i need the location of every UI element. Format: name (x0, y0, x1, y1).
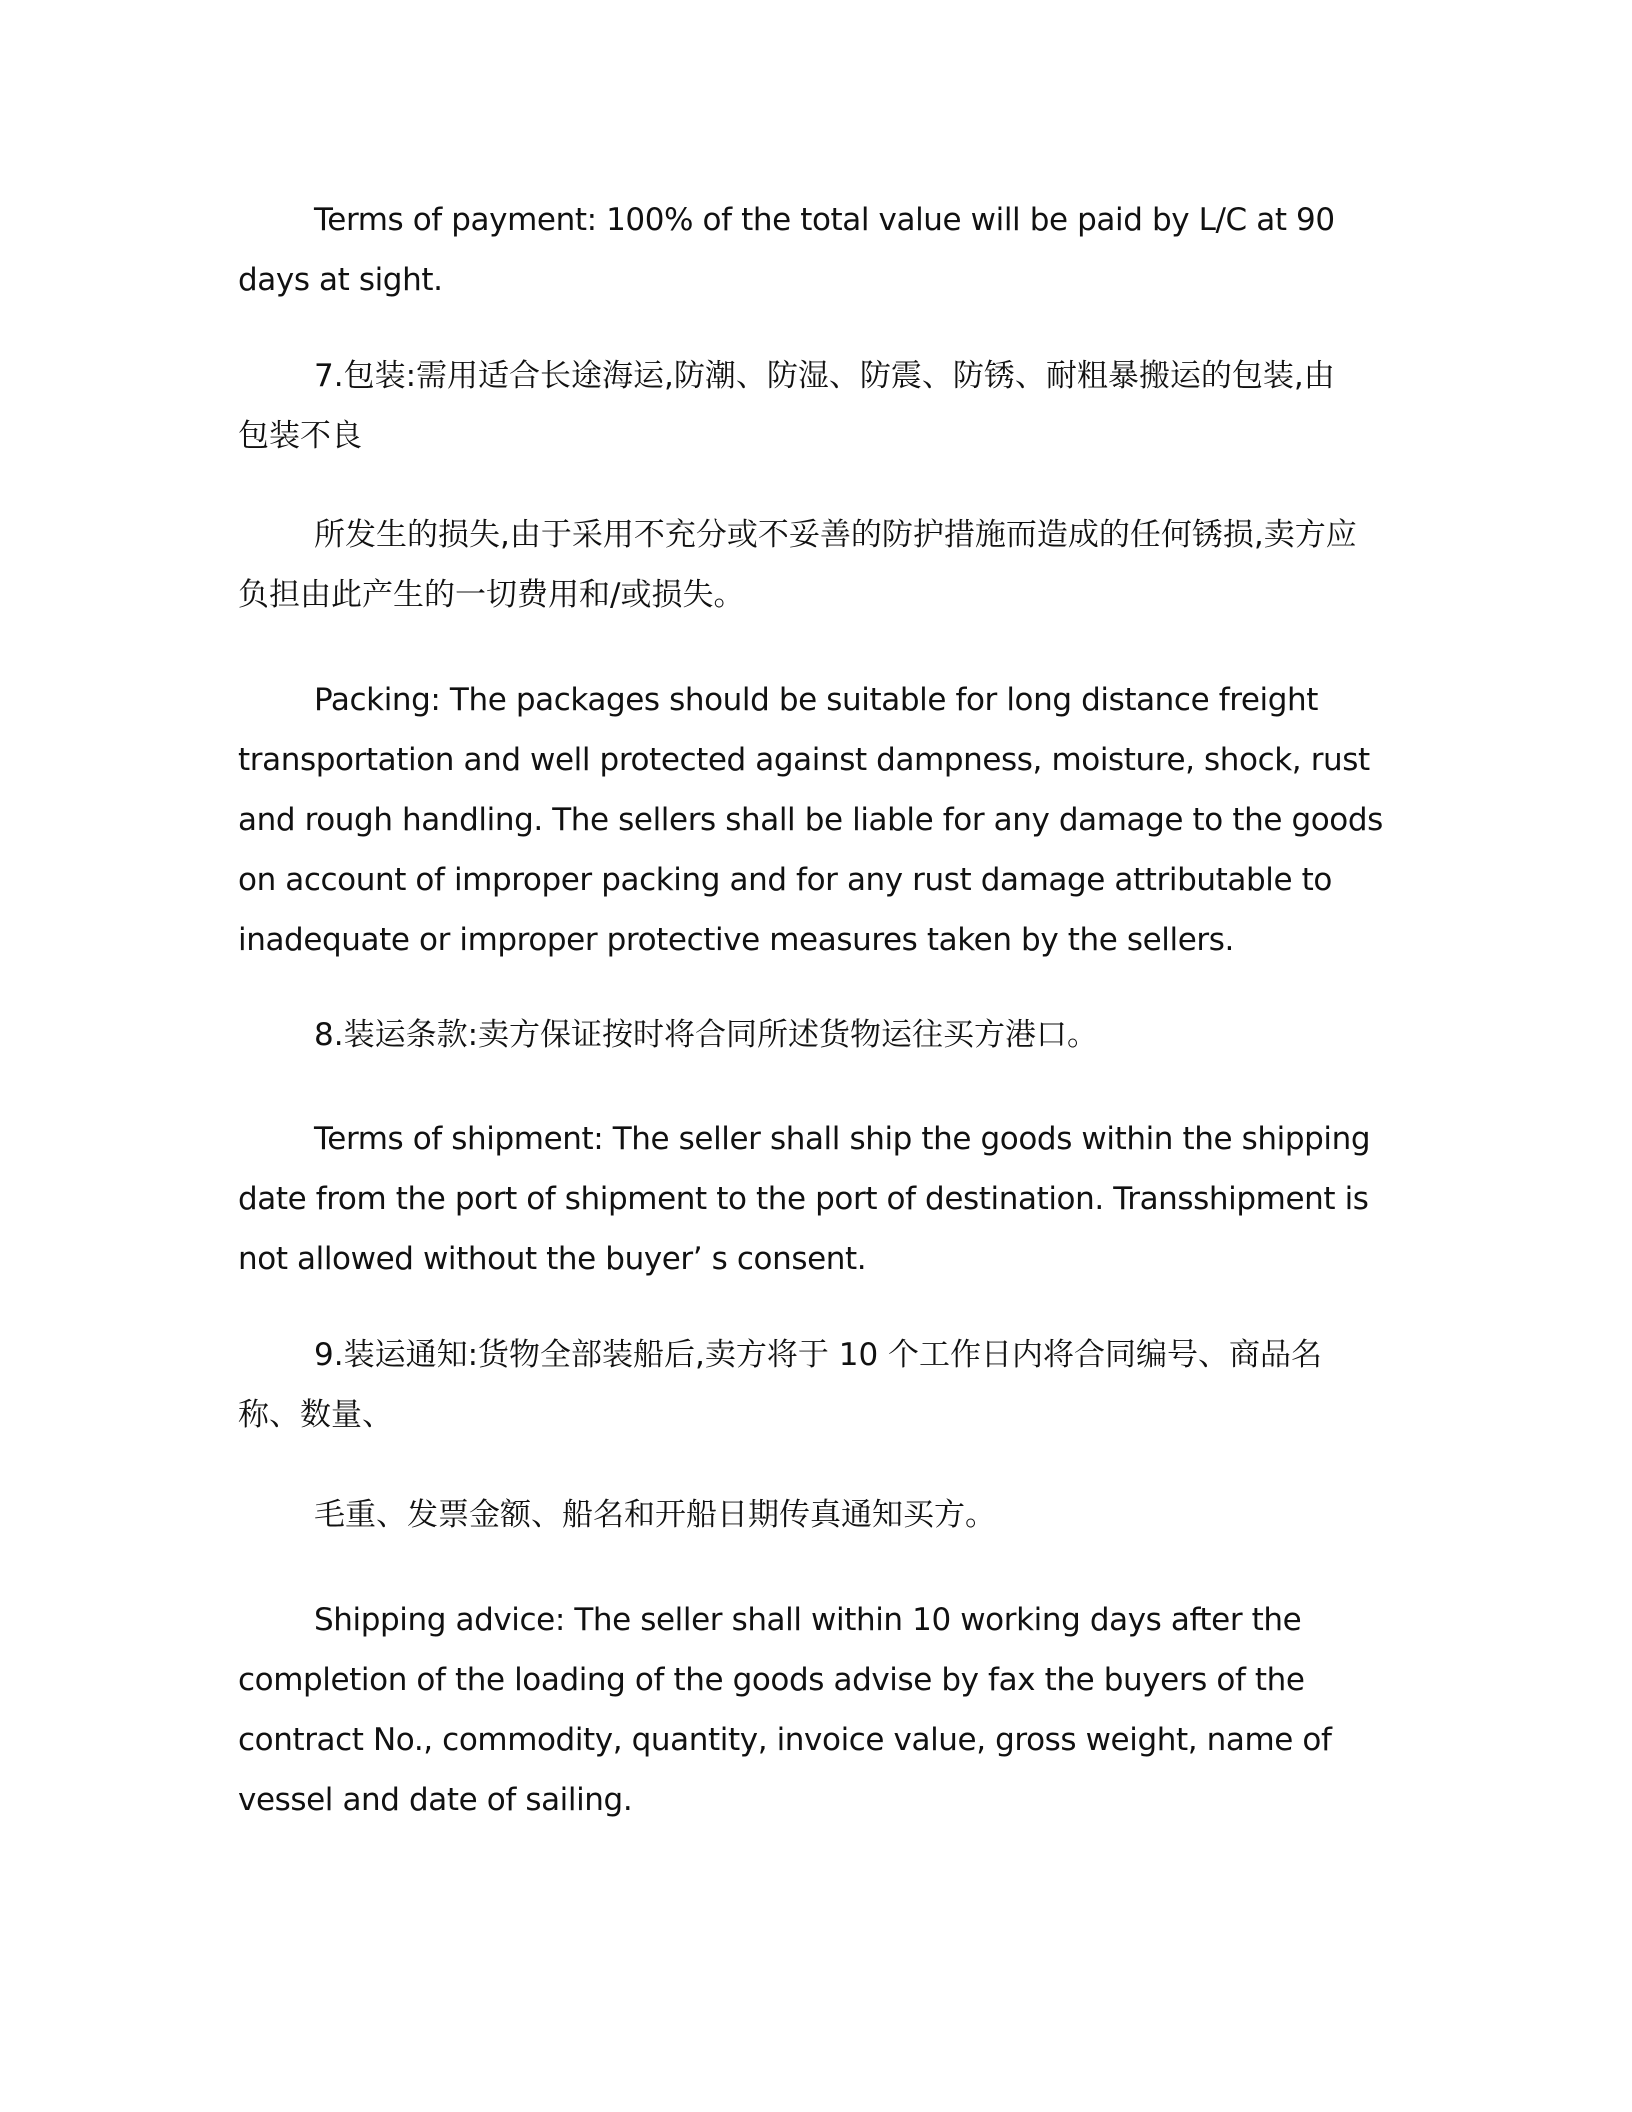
text-line: days at sight. (238, 262, 443, 298)
paragraph-terms-of-payment (238, 190, 1398, 310)
paragraph-shipping-advice-en (238, 1590, 1398, 1830)
text-line: 包装不良 (238, 418, 362, 454)
text-line: vessel and date of sailing. (238, 1782, 633, 1818)
paragraph-packing-en (238, 670, 1398, 970)
paragraph-packing-zh-2 (238, 505, 1398, 625)
text-line: date from the port of shipment to the port of destination. Transshipment is (238, 1181, 1369, 1217)
paragraph-shipping-advice-zh-1 (238, 1325, 1398, 1445)
text-line: not allowed without the buyer’ s consent. (238, 1241, 867, 1277)
text-line: 负担由此产生的一切费用和/或损失。 (238, 577, 745, 613)
text-line: transportation and well protected against dampness, moisture, shock, rust (238, 742, 1370, 778)
paragraph-packing-zh-1 (238, 346, 1398, 466)
text-line: and rough handling. The sellers shall be liable for any damage to the goods (238, 802, 1383, 838)
text-line: inadequate or improper protective measures taken by the sellers. (238, 922, 1234, 958)
text-line: Shipping advice: The seller shall within 10 working days after the (314, 1602, 1302, 1638)
text-line: 毛重、发票金额、船名和开船日期传真通知买方。 (314, 1497, 996, 1533)
text-line: completion of the loading of the goods advise by fax the buyers of the (238, 1662, 1305, 1698)
text-line: Terms of shipment: The seller shall ship the goods within the shipping (314, 1121, 1371, 1157)
text-line: contract No., commodity, quantity, invoice value, gross weight, name of (238, 1722, 1332, 1758)
text-line: Terms of payment: 100% of the total value will be paid by L/C at 90 (314, 202, 1335, 238)
text-line: 所发生的损失,由于采用不充分或不妥善的防护措施而造成的任何锈损,卖方应 (314, 517, 1357, 553)
paragraph-shipping-advice-zh-2 (238, 1485, 1398, 1545)
text-line: 8.装运条款:卖方保证按时将合同所述货物运往买方港口。 (314, 1017, 1099, 1053)
text-line: 称、数量、 (238, 1397, 393, 1433)
paragraph-terms-of-shipment (238, 1109, 1398, 1289)
text-line: 9.装运通知:货物全部装船后,卖方将于 10 个工作日内将合同编号、商品名 (314, 1337, 1323, 1373)
text-line: Packing: The packages should be suitable for long distance freight (314, 682, 1319, 718)
text-line: 7.包装:需用适合长途海运,防潮、防湿、防震、防锈、耐粗暴搬运的包装,由 (314, 358, 1335, 394)
paragraph-shipment-zh (238, 1005, 1398, 1065)
text-line: on account of improper packing and for any rust damage attributable to (238, 862, 1332, 898)
